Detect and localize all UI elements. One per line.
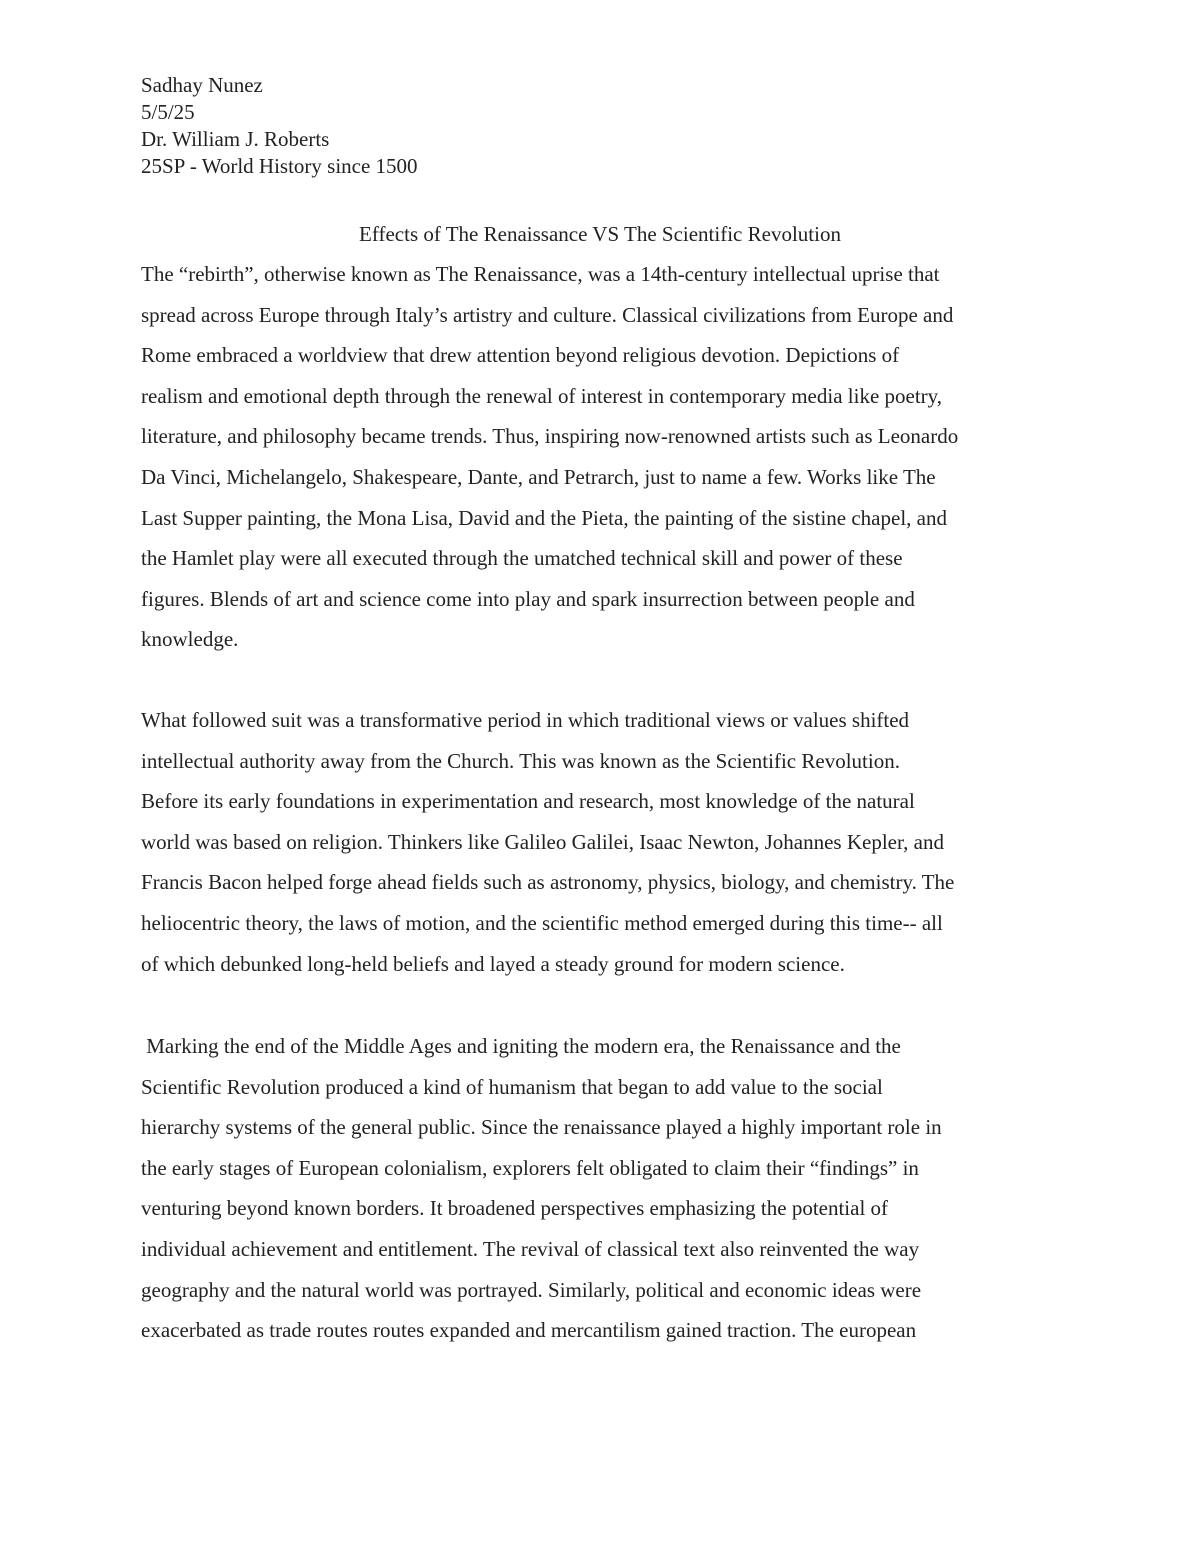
paragraph-line: Scientific Revolution produced a kind of humanism that began to add value to the social bbox=[141, 1074, 883, 1099]
paragraph-line: Marking the end of the Middle Ages and igniting the modern era, the Renaissance and the bbox=[141, 1034, 901, 1058]
paragraph-line: the Hamlet play were all executed through the umatched technical skill and power of these bbox=[141, 546, 903, 571]
paragraph-line: Rome embraced a worldview that drew attention beyond religious devotion. Depictions of bbox=[141, 343, 900, 368]
paragraph-line: realism and emotional depth through the renewal of interest in contemporary media like poetry, bbox=[141, 383, 943, 408]
paragraph-line: literature, and philosophy became trends. Thus, inspiring now-renowned artists such as Leonardo bbox=[141, 424, 959, 449]
paragraph-humanism bbox=[141, 1026, 1071, 1351]
paragraph-line: knowledge. bbox=[141, 627, 239, 652]
paragraph-renaissance bbox=[141, 254, 1071, 660]
paragraph-line: Before its early foundations in experimentation and research, most knowledge of the natural bbox=[141, 789, 915, 814]
paragraph-line: Last Supper painting, the Mona Lisa, David and the Pieta, the painting of the sistine chapel, and bbox=[141, 505, 947, 530]
paragraph-line: the early stages of European colonialism, explorers felt obligated to claim their “findings” in bbox=[141, 1155, 919, 1180]
instructor-name: Dr. William J. Roberts bbox=[141, 127, 330, 151]
paragraph-line: hierarchy systems of the general public. Since the renaissance played a highly important role in bbox=[141, 1115, 942, 1140]
paragraph-line: spread across Europe through Italy’s artistry and culture. Classical civilizations from Europe and bbox=[141, 302, 954, 327]
paragraph-line: figures. Blends of art and science come into play and spark insurrection between people and bbox=[141, 586, 915, 611]
paragraph-line: What followed suit was a transformative period in which traditional views or values shifted bbox=[141, 708, 910, 732]
paragraph-line: intellectual authority away from the Church. This was known as the Scientific Revolution. bbox=[141, 748, 900, 773]
course-name: 25SP - World History since 1500 bbox=[141, 154, 418, 178]
paragraph-line: individual achievement and entitlement. The revival of classical text also reinvented the way bbox=[141, 1236, 920, 1261]
paragraph-line: exacerbated as trade routes routes expanded and mercantilism gained traction. The european bbox=[141, 1318, 917, 1343]
paragraph-line: world was based on religion. Thinkers like Galileo Galilei, Isaac Newton, Johannes Kepler, and bbox=[141, 829, 944, 854]
paragraph-line: venturing beyond known borders. It broadened perspectives emphasizing the potential of bbox=[141, 1196, 889, 1221]
paragraph-line: heliocentric theory, the laws of motion, and the scientific method emerged during this time-- all bbox=[141, 910, 943, 935]
paragraph-line: geography and the natural world was portrayed. Similarly, political and economic ideas were bbox=[141, 1277, 922, 1302]
author-name: Sadhay Nunez bbox=[141, 73, 263, 97]
paragraph-line: of which debunked long-held beliefs and layed a steady ground for modern science. bbox=[141, 951, 845, 976]
paragraph-scientific-revolution bbox=[141, 700, 1071, 984]
paragraph-line: Francis Bacon helped forge ahead fields such as astronomy, physics, biology, and chemistry. The bbox=[141, 870, 955, 895]
document-title: Effects of The Renaissance VS The Scientific Revolution bbox=[359, 222, 841, 246]
paragraph-line: Da Vinci, Michelangelo, Shakespeare, Dante, and Petrarch, just to name a few. Works like The bbox=[141, 464, 936, 489]
document-header bbox=[141, 72, 418, 180]
paragraph-line: The “rebirth”, otherwise known as The Renaissance, was a 14th-century intellectual uprise that bbox=[141, 262, 940, 286]
document-date: 5/5/25 bbox=[141, 100, 195, 124]
